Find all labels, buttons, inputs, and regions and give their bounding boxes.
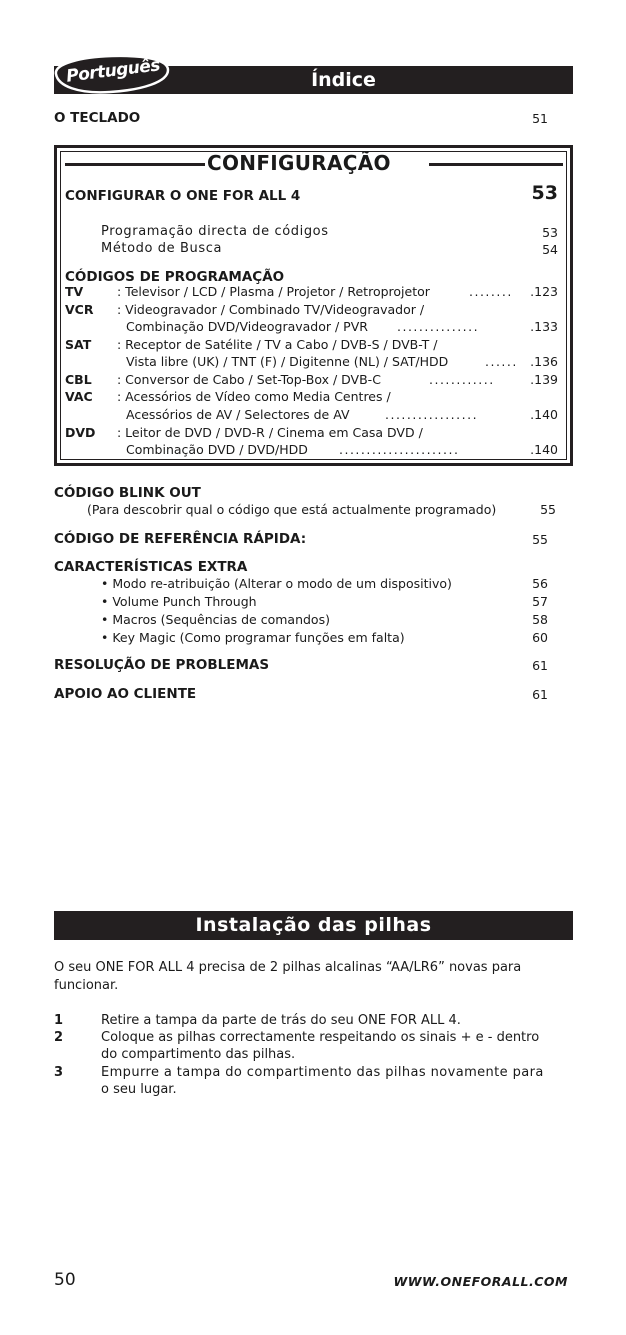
toc-blink-out[interactable]: CÓDIGO BLINK OUT xyxy=(54,485,201,501)
toc-programacao-directa[interactable]: Programação directa de códigos xyxy=(101,224,329,239)
device-code-vcr: VCR xyxy=(65,302,94,317)
device-desc-vac[interactable]: : Acessórios de Vídeo como Media Centres / xyxy=(117,389,391,404)
toc-extra-item-page: 58 xyxy=(532,612,548,627)
toc-referencia-rapida[interactable]: CÓDIGO DE REFERÊNCIA RÁPIDA: xyxy=(54,531,307,547)
title-rule-right xyxy=(429,163,563,166)
device-desc-dvd-line2[interactable]: Combinação DVD / DVD/HDD xyxy=(126,442,308,457)
leader-dots: ...... xyxy=(485,354,518,369)
toc-configurar-page: 53 xyxy=(531,182,558,204)
step-text-line2: o seu lugar. xyxy=(101,1082,177,1097)
device-code-sat: SAT xyxy=(65,337,92,352)
install-intro-line2: funcionar. xyxy=(54,978,119,993)
configuracao-title: CONFIGURAÇÃO xyxy=(207,151,391,175)
toc-blink-out-desc: (Para descobrir qual o código que está actualmente programado) xyxy=(87,502,497,517)
toc-extra-item[interactable]: • Volume Punch Through xyxy=(101,594,257,609)
device-desc-cbl[interactable]: : Conversor de Cabo / Set-Top-Box / DVB-C xyxy=(117,372,381,387)
toc-blink-out-page: 55 xyxy=(540,502,556,517)
toc-extra-item[interactable]: • Key Magic (Como programar funções em falta) xyxy=(101,630,405,645)
device-desc-tv[interactable]: : Televisor / LCD / Plasma / Projetor / Retroprojetor xyxy=(117,284,430,299)
toc-teclado-page: 51 xyxy=(532,111,548,126)
website-link[interactable]: WWW.ONEFORALL.COM xyxy=(393,1274,568,1289)
configuracao-box xyxy=(54,145,573,466)
toc-apoio-cliente[interactable]: APOIO AO CLIENTE xyxy=(54,686,197,702)
toc-extra-item-page: 60 xyxy=(532,630,548,645)
device-desc-dvd[interactable]: : Leitor de DVD / DVD-R / Cinema em Casa DVD / xyxy=(117,425,423,440)
device-page-vcr: .133 xyxy=(530,319,558,334)
step-text-line2: do compartimento das pilhas. xyxy=(101,1047,296,1062)
leader-dots: ............ xyxy=(429,372,495,387)
step-text: Empurre a tampa do compartimento das pilhas novamente para xyxy=(101,1065,544,1080)
toc-programacao-directa-page: 53 xyxy=(542,225,558,240)
device-desc-vac-line2[interactable]: Acessórios de AV / Selectores de AV xyxy=(126,407,350,422)
device-page-dvd: .140 xyxy=(530,442,558,457)
device-code-cbl: CBL xyxy=(65,372,92,387)
toc-resolucao-problemas-page: 61 xyxy=(532,658,548,673)
step-text: Retire a tampa da parte de trás do seu ONE FOR ALL 4. xyxy=(101,1013,461,1028)
step-text: Coloque as pilhas correctamente respeitando os sinais + e - dentro xyxy=(101,1030,540,1045)
toc-teclado[interactable]: O TECLADO xyxy=(54,110,141,126)
index-title: Índice xyxy=(311,69,376,91)
toc-metodo-busca[interactable]: Método de Busca xyxy=(101,241,223,256)
leader-dots: ............... xyxy=(397,319,480,334)
leader-dots: ................. xyxy=(385,407,479,422)
language-label: Português xyxy=(65,55,162,87)
device-desc-vcr-line2[interactable]: Combinação DVD/Videogravador / PVR xyxy=(126,319,368,334)
install-intro: O seu ONE FOR ALL 4 precisa de 2 pilhas alcalinas “AA/LR6” novas para xyxy=(54,960,522,975)
device-code-tv: TV xyxy=(65,284,84,299)
step-number: 1 xyxy=(54,1013,64,1028)
title-rule-left xyxy=(65,163,205,166)
toc-resolucao-problemas[interactable]: RESOLUÇÃO DE PROBLEMAS xyxy=(54,657,270,673)
device-desc-sat-line2[interactable]: Vista libre (UK) / TNT (F) / Digitenne (NL) / SAT/HDD xyxy=(126,354,449,369)
toc-extra-item[interactable]: • Macros (Sequências de comandos) xyxy=(101,612,330,627)
device-desc-vcr[interactable]: : Videogravador / Combinado TV/Videogravador / xyxy=(117,302,425,317)
device-page-tv: .123 xyxy=(530,284,558,299)
install-title: Instalação das pilhas xyxy=(195,914,432,936)
toc-configurar[interactable]: CONFIGURAR O ONE FOR ALL 4 xyxy=(65,188,301,204)
step-number: 3 xyxy=(54,1065,64,1080)
language-badge xyxy=(50,52,172,96)
toc-referencia-rapida-page: 55 xyxy=(532,532,548,547)
toc-extra-item-page: 56 xyxy=(532,576,548,591)
toc-extra-item[interactable]: • Modo re-atribuição (Alterar o modo de um dispositivo) xyxy=(101,576,452,591)
device-code-vac: VAC xyxy=(65,389,93,404)
page-number: 50 xyxy=(54,1270,76,1290)
device-code-dvd: DVD xyxy=(65,425,96,440)
device-desc-sat[interactable]: : Receptor de Satélite / TV a Cabo / DVB-S / DVB-T / xyxy=(117,337,438,352)
toc-apoio-cliente-page: 61 xyxy=(532,687,548,702)
device-page-cbl: .139 xyxy=(530,372,558,387)
step-number: 2 xyxy=(54,1030,64,1045)
codigos-heading: CÓDIGOS DE PROGRAMAÇÃO xyxy=(65,269,285,285)
leader-dots: ........ xyxy=(469,284,513,299)
toc-caracteristicas-extra[interactable]: CARACTERÍSTICAS EXTRA xyxy=(54,559,248,575)
device-page-vac: .140 xyxy=(530,407,558,422)
leader-dots: ...................... xyxy=(339,442,460,457)
device-page-sat: .136 xyxy=(530,354,558,369)
install-title-bar xyxy=(54,911,573,940)
toc-metodo-busca-page: 54 xyxy=(542,242,558,257)
toc-extra-item-page: 57 xyxy=(532,594,548,609)
